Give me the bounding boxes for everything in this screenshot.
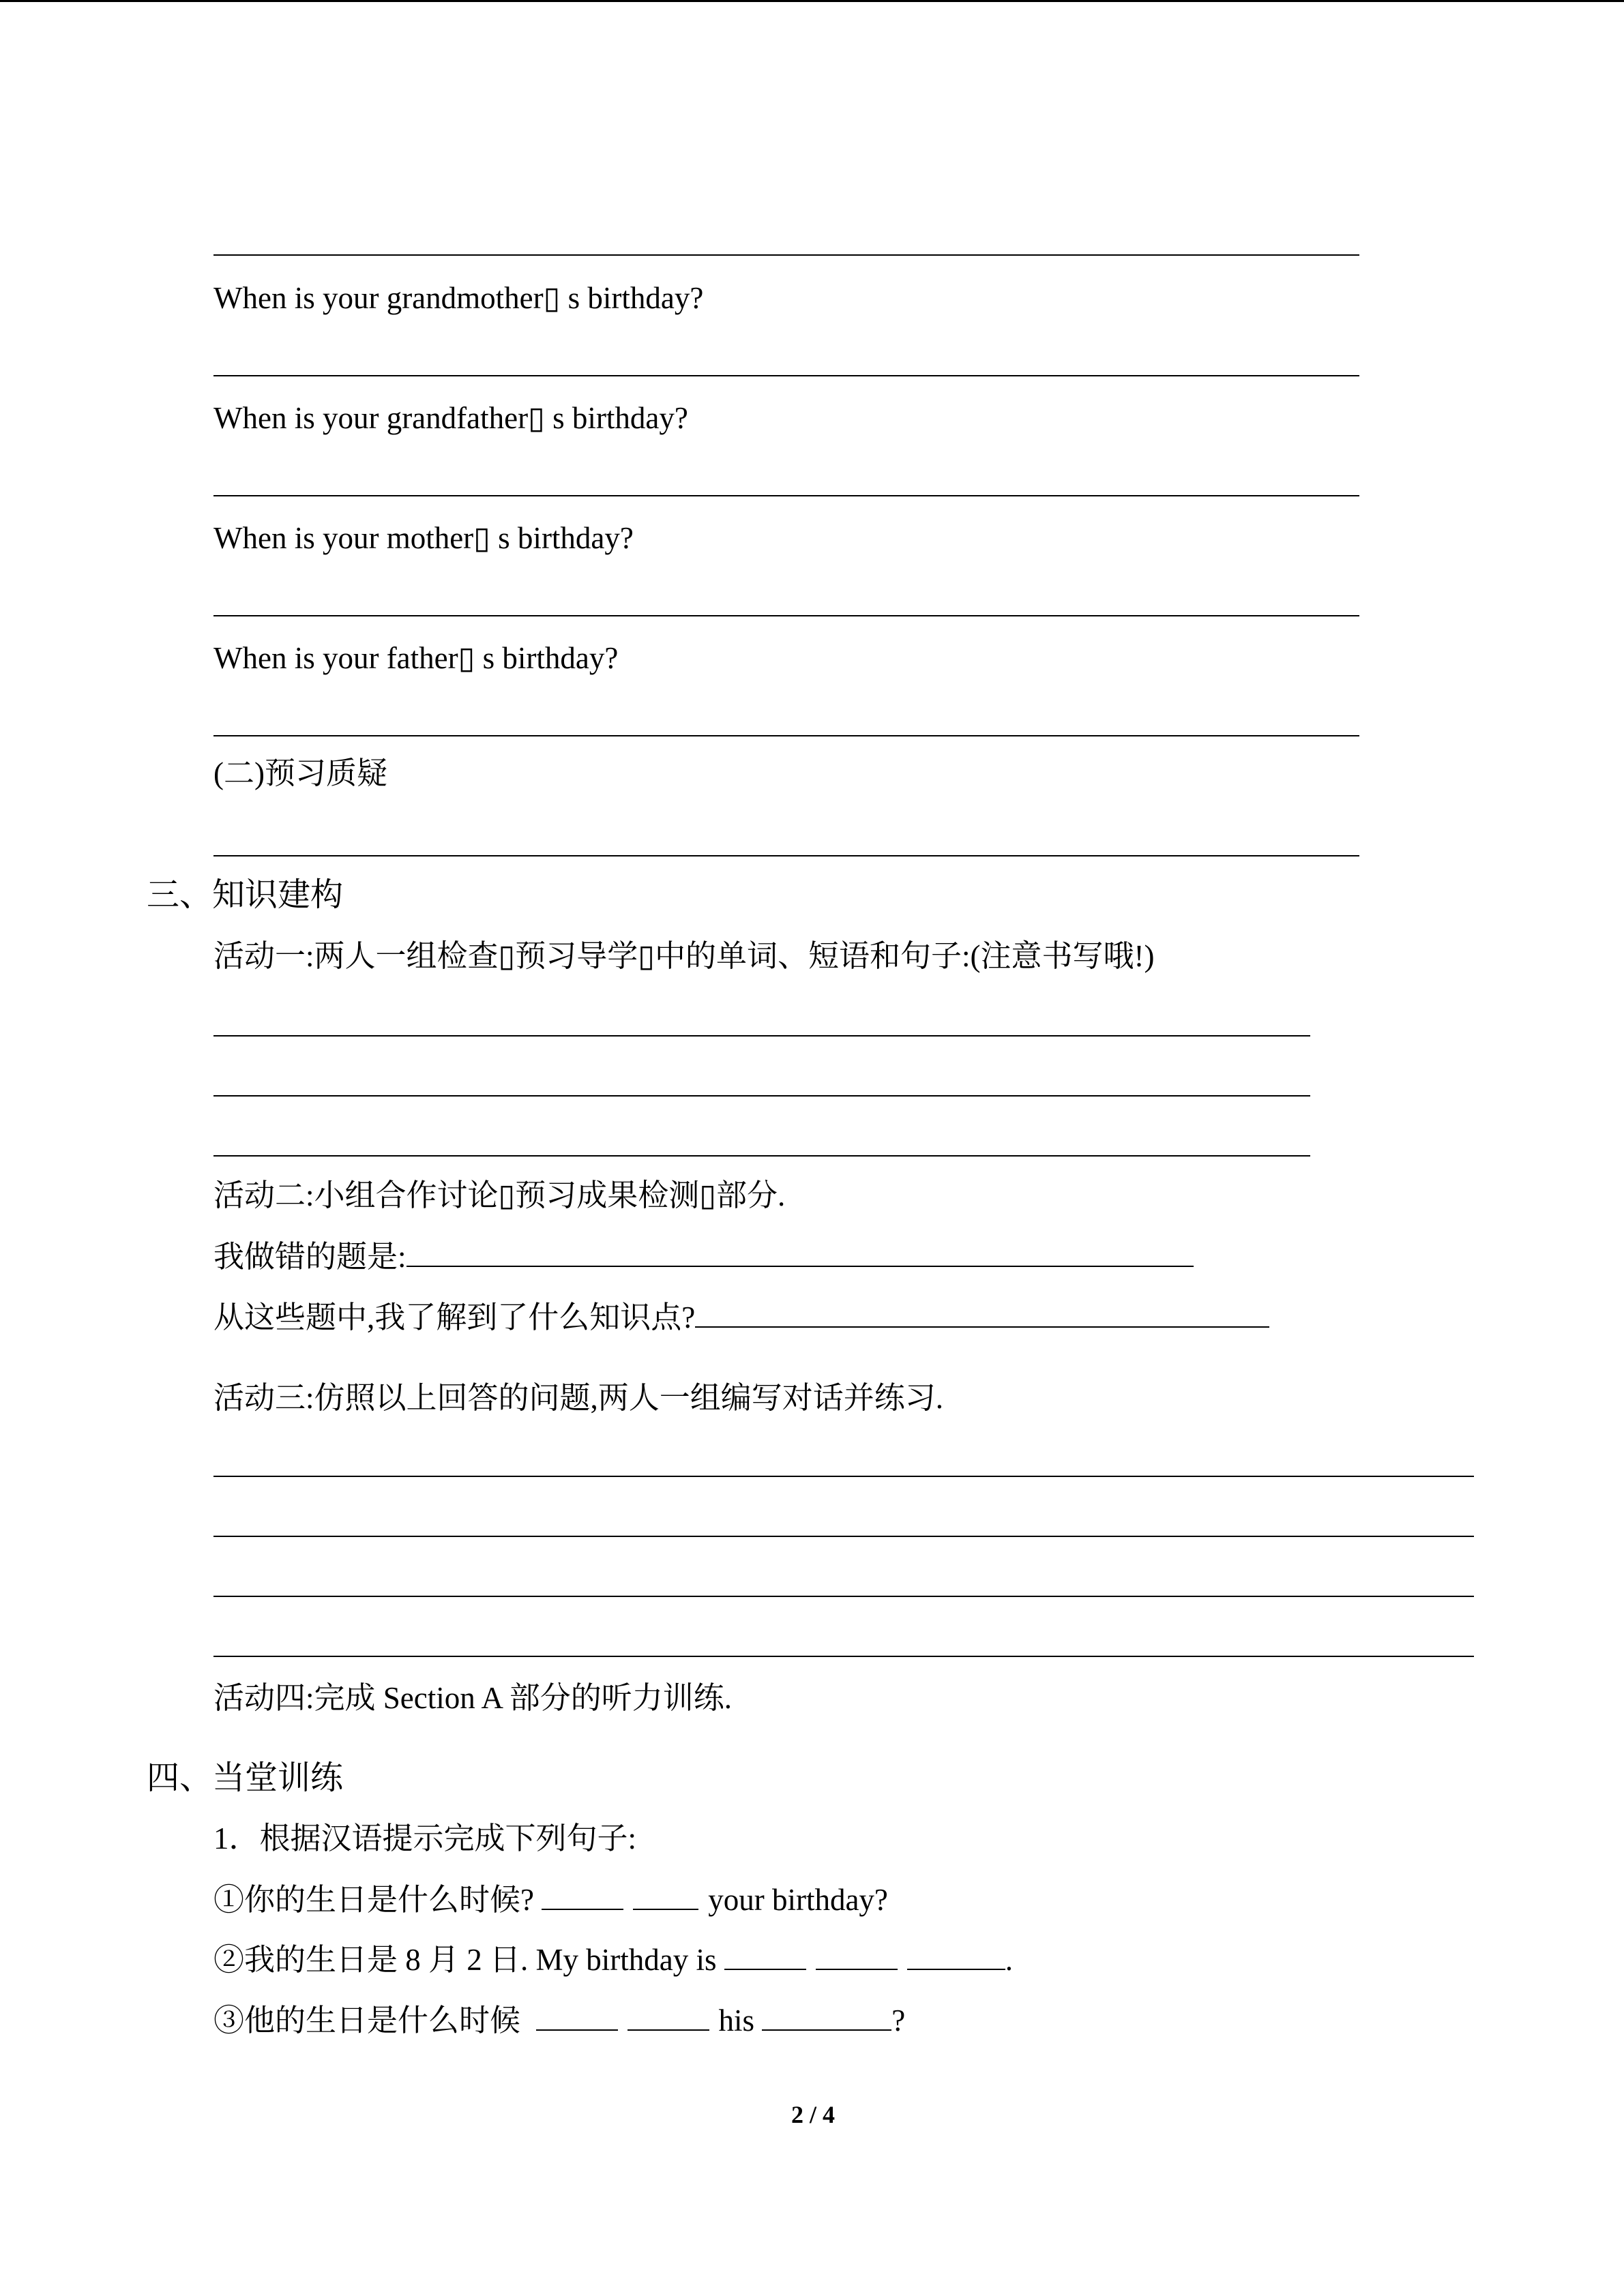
- wrong-questions-blank[interactable]: [407, 1236, 1194, 1267]
- question-grandfather: When is your grandfather▯ s birthday?: [213, 401, 688, 435]
- exercise-item-3: [213, 1999, 905, 2041]
- activity1-text: 活动一:两人一组检查▯预习导学▯中的单词、短语和句子:(注意书写哦!): [213, 939, 1155, 973]
- answer-line: [213, 1596, 1474, 1597]
- section4-title: 四、当堂训练: [147, 1760, 344, 1796]
- activity3-text: 活动三:仿照以上回答的问题,两人一组编写对话并练习.: [213, 1381, 944, 1415]
- item2-prefix: ②我的生日是 8 月 2 日. My birthday is: [213, 1943, 717, 1977]
- section4-instruction: 1．根据汉语提示完成下列句子:: [213, 1821, 637, 1855]
- item2-blank-1[interactable]: [724, 1939, 806, 1970]
- activity2-text: 活动二:小组合作讨论▯预习成果检测▯部分.: [213, 1178, 786, 1212]
- item3-blank-1[interactable]: [536, 1999, 618, 2031]
- item3-mid: his: [718, 2003, 755, 2038]
- page-number: 2 / 4: [791, 2101, 836, 2128]
- answer-line: [213, 1536, 1474, 1537]
- item2-blank-3[interactable]: [907, 1939, 1005, 1970]
- item1-suffix: your birthday?: [708, 1883, 888, 1917]
- question-father: When is your father▯ s birthday?: [213, 641, 619, 675]
- answer-line: [213, 1656, 1474, 1657]
- learned-line: [213, 1296, 1269, 1338]
- answer-line: [213, 615, 1359, 616]
- item3-suffix: ?: [891, 2003, 906, 2038]
- answer-line: [213, 1095, 1310, 1097]
- question-grandmother: When is your grandmother▯ s birthday?: [213, 281, 704, 315]
- item2-suffix: .: [1005, 1943, 1013, 1977]
- wrong-questions-label: 我做错的题是:: [213, 1240, 407, 1274]
- question-mother: When is your mother▯ s birthday?: [213, 521, 634, 555]
- item1-blank-1[interactable]: [542, 1879, 623, 1910]
- answer-line: [213, 735, 1359, 736]
- exercise-item-2: [213, 1939, 1013, 1980]
- answer-line: [213, 254, 1359, 256]
- answer-line: [213, 375, 1359, 376]
- item3-blank-3[interactable]: [762, 1999, 891, 2031]
- item3-prefix: ③他的生日是什么时候: [213, 2003, 521, 2038]
- learned-blank[interactable]: [695, 1296, 1269, 1328]
- answer-line: [213, 1155, 1310, 1157]
- answer-line: [213, 855, 1359, 856]
- learned-label: 从这些题中,我了解到了什么知识点?: [213, 1300, 696, 1335]
- item1-prefix: ①你的生日是什么时候?: [213, 1883, 534, 1917]
- activity4-text: 活动四:完成 Section A 部分的听力训练.: [213, 1681, 733, 1715]
- answer-line: [213, 495, 1359, 496]
- wrong-questions-line: [213, 1236, 1194, 1277]
- item1-blank-2[interactable]: [633, 1879, 698, 1910]
- section3-title: 三、知识建构: [147, 877, 344, 913]
- exercise-item-1: [213, 1879, 888, 1920]
- answer-line: [213, 1035, 1310, 1037]
- answer-line: [213, 1476, 1474, 1477]
- preview-doubts-heading: (二)预习质疑: [213, 756, 387, 790]
- item3-blank-2[interactable]: [628, 1999, 709, 2031]
- item2-blank-2[interactable]: [816, 1939, 898, 1970]
- top-border: [0, 0, 1624, 2]
